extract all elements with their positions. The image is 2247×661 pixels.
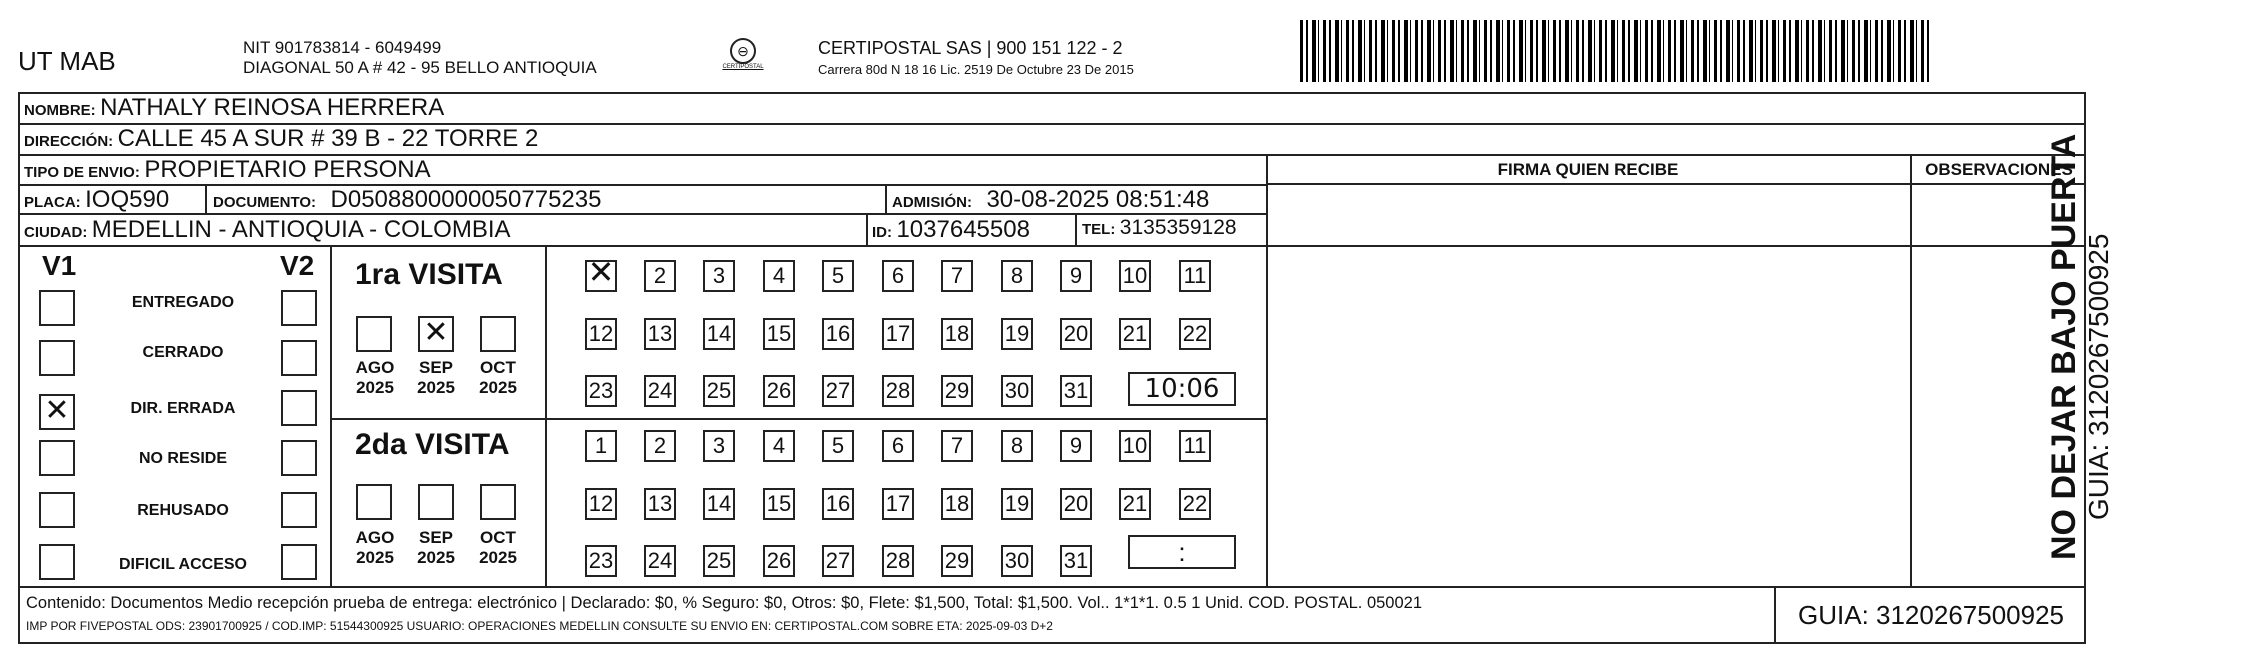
visit1-time[interactable]: 10:06 [1128,372,1236,406]
visit1-day-14[interactable]: 14 [703,318,735,350]
id-value: 1037645508 [896,216,1030,243]
type-row [24,156,431,184]
v2-label: V2 [280,250,315,281]
id-label: ID: [872,224,892,241]
visit2-day-17[interactable]: 17 [882,488,914,520]
visit1-day-27[interactable]: 27 [822,375,854,407]
barcode [1300,20,1930,82]
visit1-day-10[interactable]: 10 [1119,260,1151,292]
visit1-day-5[interactable]: 5 [822,260,854,292]
city-label: CIUDAD: [24,224,88,241]
option-dificil-acceso: DIFICIL ACCESO [118,556,247,573]
visit2-day-15[interactable]: 15 [763,488,795,520]
v2-checkbox-rehusado[interactable] [281,492,317,528]
visit2-day-12[interactable]: 12 [585,488,617,520]
visit1-title: 1ra VISITA [355,258,503,291]
visit2-title: 2da VISITA [355,428,510,461]
visit2-day-25[interactable]: 25 [703,545,735,577]
name-label: NOMBRE: [24,102,96,119]
visit2-day-13[interactable]: 13 [644,488,676,520]
visit1-day-17[interactable]: 17 [882,318,914,350]
visit1-day-22[interactable]: 22 [1179,318,1211,350]
visit2-month-oct[interactable] [480,484,516,520]
visit2-day-16[interactable]: 16 [822,488,854,520]
visit1-day-11[interactable]: 11 [1179,260,1211,292]
v1-label: V1 [42,250,77,281]
footer-content: Contenido: Documentos Medio recepción prueba de entrega: electrónico | Declarado: $0, % Seguro: $0, Otros: $0, Flete: $1,500, Total: $1,500. Vol.. 1*1*1. 0.5 1 Unid. COD. POSTAL. 050021 [26,594,1423,612]
visit1-month-oct[interactable] [480,316,516,352]
visit2-day-8[interactable]: 8 [1001,430,1033,462]
carrier-logo [713,38,773,84]
visit1-day-18[interactable]: 18 [941,318,973,350]
visit1-day-23[interactable]: 23 [585,375,617,407]
visit1-month-sep[interactable] [418,316,454,352]
visit1-day-31[interactable]: 31 [1060,375,1092,407]
visit2-month-label-ago: AGO 2025 [355,528,395,567]
company-name: UT MAB [18,46,116,76]
shipment-type: PROPIETARIO PERSONA [144,156,431,183]
option-entregado: ENTREGADO [131,294,235,311]
visit1-day-4[interactable]: 4 [763,260,795,292]
carrier-name: CERTIPOSTAL SAS | 900 151 122 - 2 [818,38,1123,58]
side-panel [2045,134,2115,560]
tel-label: TEL: [1082,221,1116,238]
side-guia: GUIA: 3120267500925 [2083,233,2114,520]
v2-checkbox-no-reside[interactable] [281,440,317,476]
logo-emblem-icon: ⊖ [730,38,756,64]
v1-checkbox-cerrado[interactable] [39,340,75,376]
visit1-day-29[interactable]: 29 [941,375,973,407]
visit2-time[interactable]: : [1128,535,1236,569]
carrier-license: Carrera 80d N 18 16 Lic. 2519 De Octubre 23 De 2015 [818,62,1134,77]
visit2-month-label-sep: SEP 2025 [417,528,455,567]
visit1-month-label-sep: SEP 2025 [417,358,455,397]
recipient-address: CALLE 45 A SUR # 39 B - 22 TORRE 2 [117,125,539,152]
document-value: D0508800000050775235 [330,186,602,213]
logo-text: CERTIPOSTAL [722,64,764,70]
visit2-day-4[interactable]: 4 [763,430,795,462]
visit1-day-9[interactable]: 9 [1060,260,1092,292]
v2-checkbox-cerrado[interactable] [281,340,317,376]
sender-address: DIAGONAL 50 A # 42 - 95 BELLO ANTIOQUIA [243,58,597,77]
visit2-day-3[interactable]: 3 [703,430,735,462]
v2-checkbox-dir-errada[interactable] [281,390,317,426]
visit1-month-label-oct: OCT 2025 [479,358,517,397]
nit-text: NIT 901783814 - 6049499 [243,38,442,57]
visit1-day-25[interactable]: 25 [703,375,735,407]
option-cerrado: CERRADO [142,344,224,361]
id-field [872,216,1030,244]
visit1-day-24[interactable]: 24 [644,375,676,407]
visit1-day-16[interactable]: 16 [822,318,854,350]
visit2-day-31[interactable]: 31 [1060,545,1092,577]
visit2-day-18[interactable]: 18 [941,488,973,520]
visit1-day-20[interactable]: 20 [1060,318,1092,350]
no-door-notice: NO DEJAR BAJO PUERTA [2045,133,2083,560]
visit2-day-22[interactable]: 22 [1179,488,1211,520]
visit2-day-28[interactable]: 28 [882,545,914,577]
visit2-day-29[interactable]: 29 [941,545,973,577]
option-no-reside: NO RESIDE [138,450,227,467]
visit2-day-30[interactable]: 30 [1001,545,1033,577]
visit1-day-1[interactable] [585,260,617,292]
tel-value: 3135359128 [1119,216,1237,239]
visit2-day-5[interactable]: 5 [822,430,854,462]
visit2-day-9[interactable]: 9 [1060,430,1092,462]
name-row [24,94,444,122]
visit2-day-27[interactable]: 27 [822,545,854,577]
visit2-day-26[interactable]: 26 [763,545,795,577]
visit2-month-ago[interactable] [356,484,392,520]
v1-checkbox-entregado[interactable] [39,290,75,326]
v2-checkbox-entregado[interactable] [281,290,317,326]
visit1-day-6[interactable]: 6 [882,260,914,292]
visit1-day-7[interactable]: 7 [941,260,973,292]
visit2-day-23[interactable]: 23 [585,545,617,577]
v1-checkbox-rehusado[interactable] [39,492,75,528]
visit2-day-2[interactable]: 2 [644,430,676,462]
document-field [213,186,601,214]
visit2-month-label-oct: OCT 2025 [479,528,517,567]
visit1-day-28[interactable]: 28 [882,375,914,407]
visit2-day-21[interactable]: 21 [1119,488,1151,520]
visit1-month-ago[interactable] [356,316,392,352]
plate-value: IOQ590 [85,186,170,213]
visit1-day-26[interactable]: 26 [763,375,795,407]
footer-print-info: IMP POR FIVEPOSTAL ODS: 23901700925 / COD.IMP: 51544300925 USUARIO: OPERACIONES MEDELLIN CONSULTE SU ENVIO EN: CERTIPOSTAL.COM SOBRE ETA: 2025-09-03 D+2 [26,619,1053,633]
plate-field [24,186,169,214]
v2-checkbox-dificil-acceso[interactable] [281,544,317,580]
footer-guia: GUIA: 3120267500925 [1798,600,2064,630]
city-value: MEDELLIN - ANTIOQUIA - COLOMBIA [91,216,511,243]
visit2-day-24[interactable]: 24 [644,545,676,577]
visit2-day-11[interactable]: 11 [1179,430,1211,462]
visit2-day-19[interactable]: 19 [1001,488,1033,520]
visit2-day-14[interactable]: 14 [703,488,735,520]
admission-label: ADMISIÓN: [892,194,972,211]
v1-checkbox-no-reside[interactable] [39,440,75,476]
visit1-day-30[interactable]: 30 [1001,375,1033,407]
visit2-day-1[interactable]: 1 [585,430,617,462]
visit1-day-19[interactable]: 19 [1001,318,1033,350]
visit1-month-label-ago: AGO 2025 [355,358,395,397]
visit2-day-6[interactable]: 6 [882,430,914,462]
visit1-day-15[interactable]: 15 [763,318,795,350]
admission-field [892,186,1209,214]
v1-checkbox-dir-errada[interactable] [39,394,75,430]
visit2-month-sep[interactable] [418,484,454,520]
address-row [24,125,538,153]
tel-field [1082,216,1237,240]
visit1-day-13[interactable]: 13 [644,318,676,350]
visit2-day-7[interactable]: 7 [941,430,973,462]
visit2-day-10[interactable]: 10 [1119,430,1151,462]
signature-header: FIRMA QUIEN RECIBE [1497,160,1679,179]
option-rehusado: REHUSADO [137,502,229,519]
address-label: DIRECCIÓN: [24,133,114,150]
visit1-day-3[interactable]: 3 [703,260,735,292]
option-dir-errada: DIR. ERRADA [130,400,236,417]
admission-value: 30-08-2025 08:51:48 [986,186,1210,213]
observations-header: OBSERVACIONES [1925,160,2073,179]
visit1-day-12[interactable]: 12 [585,318,617,350]
document-label: DOCUMENTO: [213,194,317,211]
plate-label: PLACA: [24,194,81,211]
visit1-day-8[interactable]: 8 [1001,260,1033,292]
visit2-day-20[interactable]: 20 [1060,488,1092,520]
v1-checkbox-dificil-acceso[interactable] [39,544,75,580]
visit1-day-21[interactable]: 21 [1119,318,1151,350]
city-field [24,216,511,244]
type-label: TIPO DE ENVIO: [24,164,140,181]
recipient-name: NATHALY REINOSA HERRERA [100,94,445,121]
visit1-day-2[interactable]: 2 [644,260,676,292]
